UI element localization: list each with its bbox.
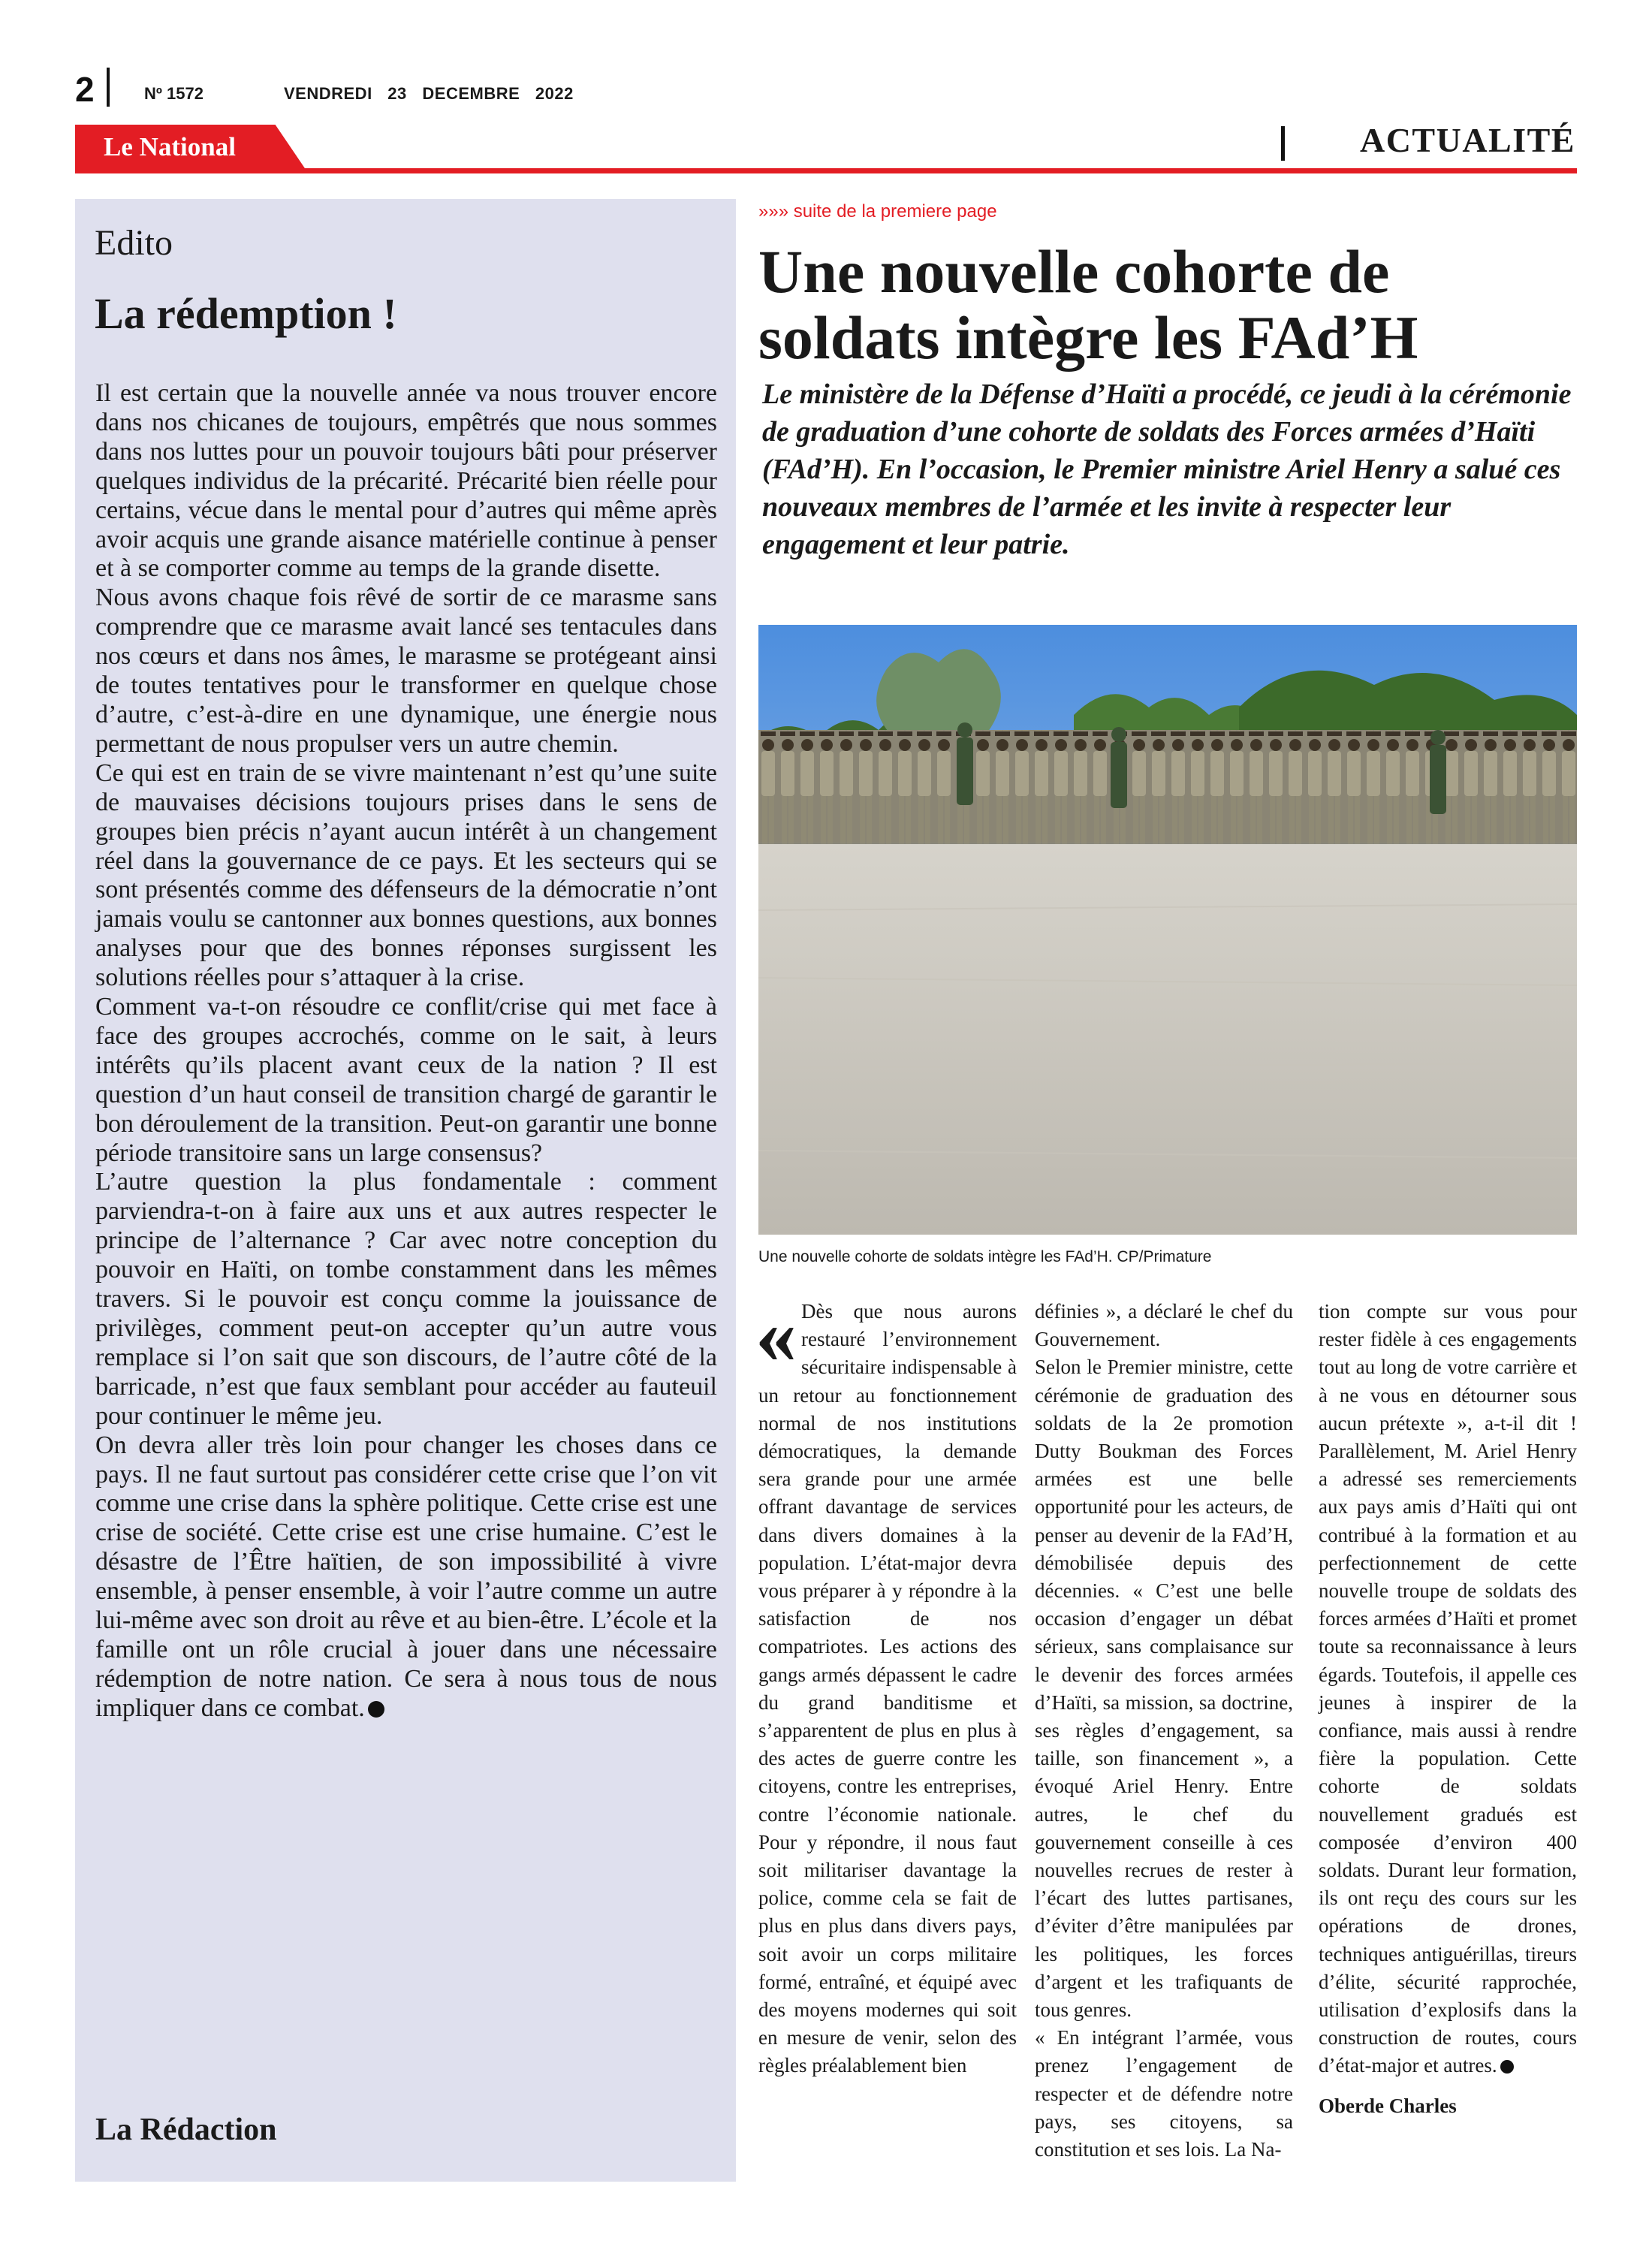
- page-number-divider: [107, 68, 110, 107]
- issue-number: Nº 1572: [144, 84, 203, 103]
- edito-paragraph: Nous avons chaque fois rêvé de sortir de ce marasme sans comprendre que ce marasme avait lancé ses tentacules dans nos cœurs et dans nos âmes, le marasme se protégeant ainsi de toutes tentatives pour le transformer en quelque chose d’autre, c’est-à-dire en une dynamique, une énergie nous permettant de nous propulser vers un autre chemin.: [95, 584, 717, 758]
- soldiers-parade-photo: [758, 625, 1577, 1235]
- edito-label: Edito: [95, 223, 173, 263]
- header-rule: [75, 168, 1577, 173]
- edito-paragraph: L’autre question la plus fondamentale : comment parviendra-t-on à faire aux uns et aux autres respecter le principe de l’alternance ? Car avec notre conception du pouvoir en Haïti, on tombe constamment dans les mêmes travers. Si le pouvoir est conçu comme la jouissance de privilèges, comment peut-on accepter qu’un autre vous remplace si l’on sait que son discours, de l’autre côté de la barricade, n’est que faux semblant pour accéder au fauteuil pour continuer le même jeu.: [95, 1168, 717, 1430]
- end-mark-icon: [1500, 2060, 1514, 2074]
- section-divider: [1281, 126, 1285, 161]
- article-column-2: [1035, 1298, 1293, 2164]
- edito-paragraph-text: On devra aller très loin pour changer les choses dans ce pays. Il ne faut surtout pas considérer cette crise que l’on vit comme une crise dans la sphère politique. Cette crise est une crise de société. Cette crise est une crise humaine. C’est le désastre de l’Être haïtien, de son impossibilité à vivre ensemble, à penser ensemble, à voir l’autre comme un autre lui-même avec son droit au rêve et au bien-être. L’école et la famille ont un rôle crucial à jouer dans une nécessaire rédemption de notre nation. Ce sera à nous tous de nous impliquer dans ce combat.: [95, 1431, 717, 1722]
- edito-title: La rédemption !: [95, 289, 397, 338]
- page-number: 2: [75, 70, 95, 109]
- end-mark-icon: [368, 1701, 384, 1718]
- article-paragraph: définies », a déclaré le chef du Gouvernement.: [1035, 1300, 1293, 1351]
- edito-signature: La Rédaction: [95, 2113, 277, 2147]
- article-headline: Une nouvelle cohorte de soldats intègre les FAd’H: [758, 237, 1418, 372]
- article-lede: Le ministère de la Défense d’Haïti a procédé, ce jeudi à la cérémonie de graduation d’une cohorte de soldats des Forces armées d’Haïti (FAd’H). En l’occasion, le Premier ministre Ariel Henry a salué ces nouveaux membres de l’armée et les invite à respecter leur engagement et leur patrie.: [762, 379, 1572, 560]
- article-column-text: tion compte sur vous pour rester fidèle à ces engagements tout au long de votre carrière et à ne vous en détourner sous aucun prétexte », a-t-il dit ! Parallèlement, M. Ariel Henry a adressé ses remerciements aux pays amis d’Haïti qui ont contribué à la formation et au perfectionnement de cette nouvelle troupe de soldats des forces armées d’Haïti et promet toute sa reconnaissance à leurs égards. Toutefois, il appelle ces jeunes à inspirer de la confiance, mais aussi à rendre fière la population. Cette cohorte de soldats nouvellement gradués est composée d’environ 400 soldats. Durant leur formation, ils ont reçu des cours sur les opérations de drones, techniques antiguérillas, tireurs d’élite, sécurité rapprochée, utilisation d’explosifs dans la construction de routes, cours d’état-major et autres.: [1319, 1300, 1577, 2077]
- brand-name: Le National: [104, 132, 236, 161]
- edito-paragraph: Ce qui est en train de se vivre maintenant n’est qu’une suite de mauvaises décisions toujours prises dans le sens de groupes bien précis n’ayant aucun intérêt à un changement réel dans la gouvernance de ce pays. Et les secteurs qui se sont présentés comme des défenseurs de la démocratie n’ont jamais voulu se cantonner aux bonnes questions, aux bonnes analyses pour que des bonnes réponses surgissent les solutions réelles pour s’attaquer à la crise.: [95, 759, 717, 992]
- article-paragraph: Selon le Premier ministre, cette cérémonie de graduation des soldats de la 2e promotion Dutty Boukman des Forces armées est une belle opportunité pour les acteurs, de penser au devenir de la FAd’H, démobilisée depuis des décennies. « C’est une belle occasion d’engager un débat sérieux, sans complaisance sur le devenir des forces armées d’Haïti, sa mission, sa doctrine, ses règles d’engagement, sa taille, son financement », a évoqué Ariel Henry. Entre autres, le chef du gouvernement conseille à ces nouvelles recrues de rester à l’écart des luttes partisanes, d’éviter d’être manipulées par les politiques, les forces d’argent et les trafiquants de tous genres.: [1035, 1356, 1293, 2022]
- article-kicker: »»» suite de la premiere page: [758, 201, 997, 222]
- article-paragraph-last: [1319, 1298, 1577, 2080]
- article-column-text: Dès que nous aurons restauré l’environnement sécuritaire indispensable à un retour au fonctionnement normal de nos institutions démocratiques, la demande sera grande pour une armée offrant davantage de services dans divers domaines à la population. L’état-major devra vous préparer à y répondre à la satisfaction de nos compatriotes. Les actions des gangs armés dépassent le cadre du grand banditisme et s’apparentent de plus en plus à des actes de guerre contre les citoyens, contre les entreprises, contre l’économie nationale. Pour y répondre, il nous faut soit militariser davantage la police, comme cela se fait de plus en plus dans divers pays, soit avoir un corps militaire formé, entraîné, et équipé avec des moyens modernes qui soit en mesure de venir, selon des règles préalablement bien: [758, 1300, 1017, 2077]
- article-photo: [758, 625, 1577, 1235]
- edito-body: [95, 379, 717, 1724]
- open-quote-mark: «: [755, 1289, 797, 1380]
- edito-paragraph: Comment va-t-on résoudre ce conflit/crise qui met face à face des groupes accrochés, comme on le sait, à leurs intérêts qu’ils placent avant ceux de la nation ? Il est question d’un haut conseil de transition chargé de garantir le bon déroulement de la transition. Peut-on garantir une bonne période transitoire sans un large consensus?: [95, 993, 717, 1167]
- article-column-3: [1319, 1298, 1577, 2120]
- photo-caption: Une nouvelle cohorte de soldats intègre les FAd’H. CP/Primature: [758, 1248, 1212, 1265]
- edito-paragraph: Il est certain que la nouvelle année va nous trouver encore dans nos chicanes de toujours, empêtrés que nous sommes dans nos luttes pour un pouvoir toujours bâti pour préserver quelques individus de la précarité. Précarité bien réelle pour certains, vécue dans le mental pour d’autres qui même après avoir acquis une grande aisance matérielle continue à penser et à se comporter comme au temps de la grande disette.: [95, 379, 717, 583]
- edito-paragraph-last: [95, 1431, 717, 1724]
- article-signature: Oberde Charles: [1319, 2094, 1457, 2117]
- article-paragraph: « En intégrant l’armée, vous prenez l’engagement de respecter et de défendre notre pays, ses citoyens, sa constitution et ses lois. La Na-: [1035, 2026, 1293, 2161]
- section-title: ACTUALITÉ: [1359, 121, 1575, 159]
- article-column-1: [755, 1289, 1017, 2080]
- issue-date: VENDREDI 23 DECEMBRE 2022: [284, 84, 574, 103]
